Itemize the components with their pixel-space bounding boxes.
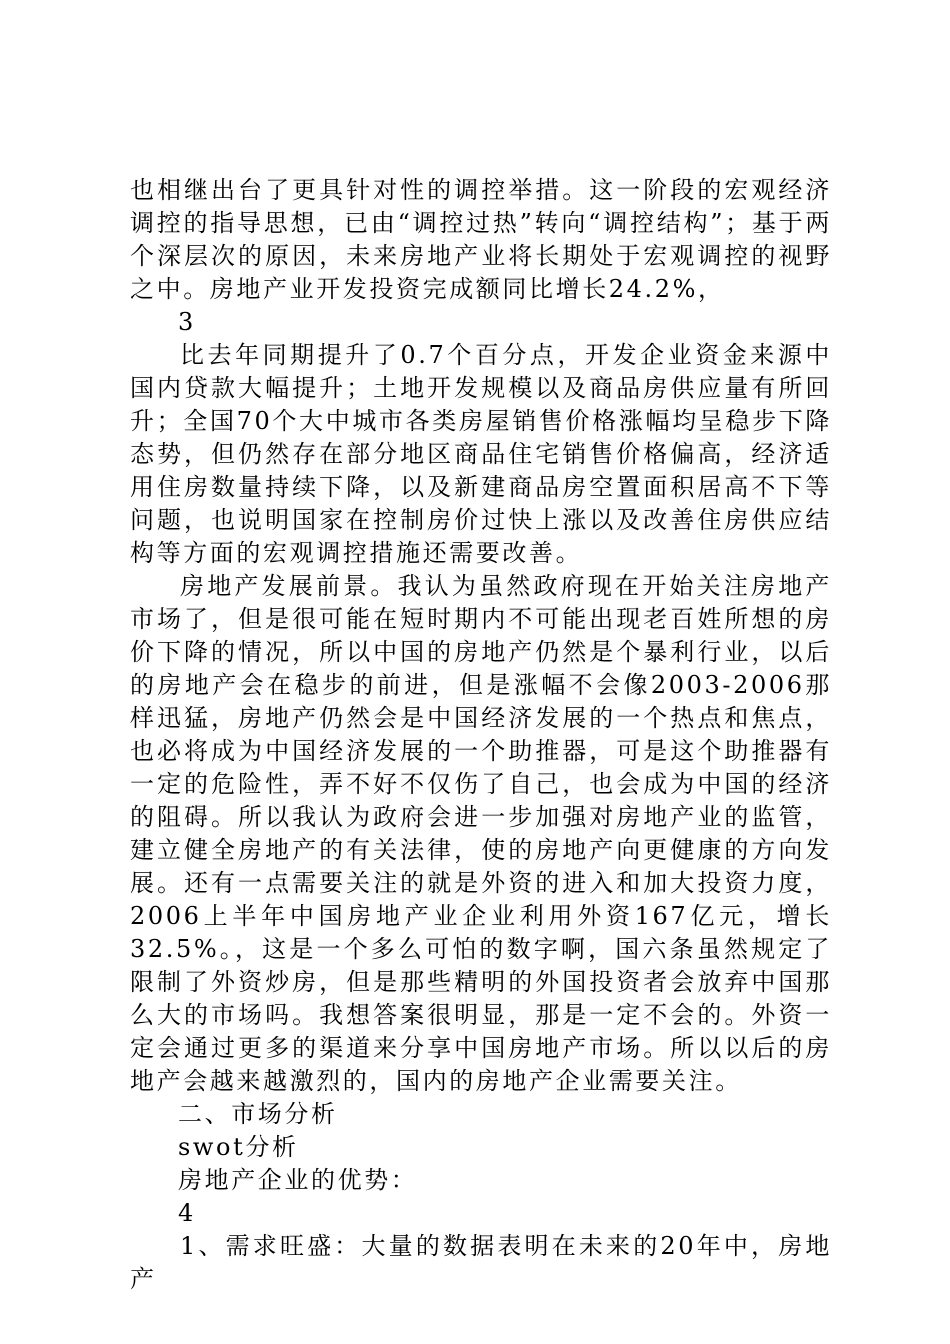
section-heading-market-analysis: 二、市场分析 <box>178 1100 338 1128</box>
document-body <box>130 174 832 1296</box>
paragraph-strong-demand: 1、需求旺盛：大量的数据表明在未来的20年中，房地产 <box>130 1232 832 1293</box>
page-number-4: 4 <box>178 1199 196 1227</box>
paragraph-market-status: 比去年同期提升了0.7个百分点，开发企业资金来源中国内贷款大幅提升；土地开发规模以及商品房供应量有所回升；全国70个大中城市各类房屋销售价格涨幅均呈稳步下降态势，但仍然存在部分地区商品住宅销售价格偏高，经济适用住房数量持续下降，以及新建商品房空置面积居高不下等问题，也说明国家在控制房价过快上涨以及改善住房供应结构等方面的宏观调控措施还需要改善。 <box>130 341 832 567</box>
subheading-swot: swot分析 <box>178 1133 299 1161</box>
paragraph-macro-control: 也相继出台了更具针对性的调控举措。这一阶段的宏观经济调控的指导思想，已由“调控过热”转向“调控结构”；基于两个深层次的原因，未来房地产业将长期处于宏观调控的视野之中。房地产业开发投资完成额同比增长24.2%， <box>130 176 832 303</box>
page-number-3: 3 <box>178 308 196 336</box>
paragraph-development-prospects: 房地产发展前景。我认为虽然政府现在开始关注房地产市场了，但是很可能在短时期内不可能出现老百姓所想的房价下降的情况，所以中国的房地产仍然是个暴利行业，以后的房地产会在稳步的前进，但是涨幅不会像2003-2006那样迅猛，房地产仍然会是中国经济发展的一个热点和焦点，也必将成为中国经济发展的一个助推器，可是这个助推器有一定的危险性，弄不好不仅伤了自己，也会成为中国的经济的阻碍。所以我认为政府会进一步加强对房地产业的监管，建立健全房地产的有关法律，使的房地产向更健康的方向发展。还有一点需要关注的就是外资的进入和加大投资力度，2006上半年中国房地产业企业利用外资167亿元，增长32.5%。，这是一个多么可怕的数字啊，国六条虽然规定了限制了外资炒房，但是那些精明的外国投资者会放弃中国那么大的市场吗。我想答案很明显，那是一定不会的。外资一定会通过更多的渠道来分享中国房地产市场。所以以后的房地产会越来越激烈的，国内的房地产企业需要关注。 <box>130 572 832 1095</box>
subheading-advantages: 房地产企业的优势： <box>178 1166 418 1194</box>
